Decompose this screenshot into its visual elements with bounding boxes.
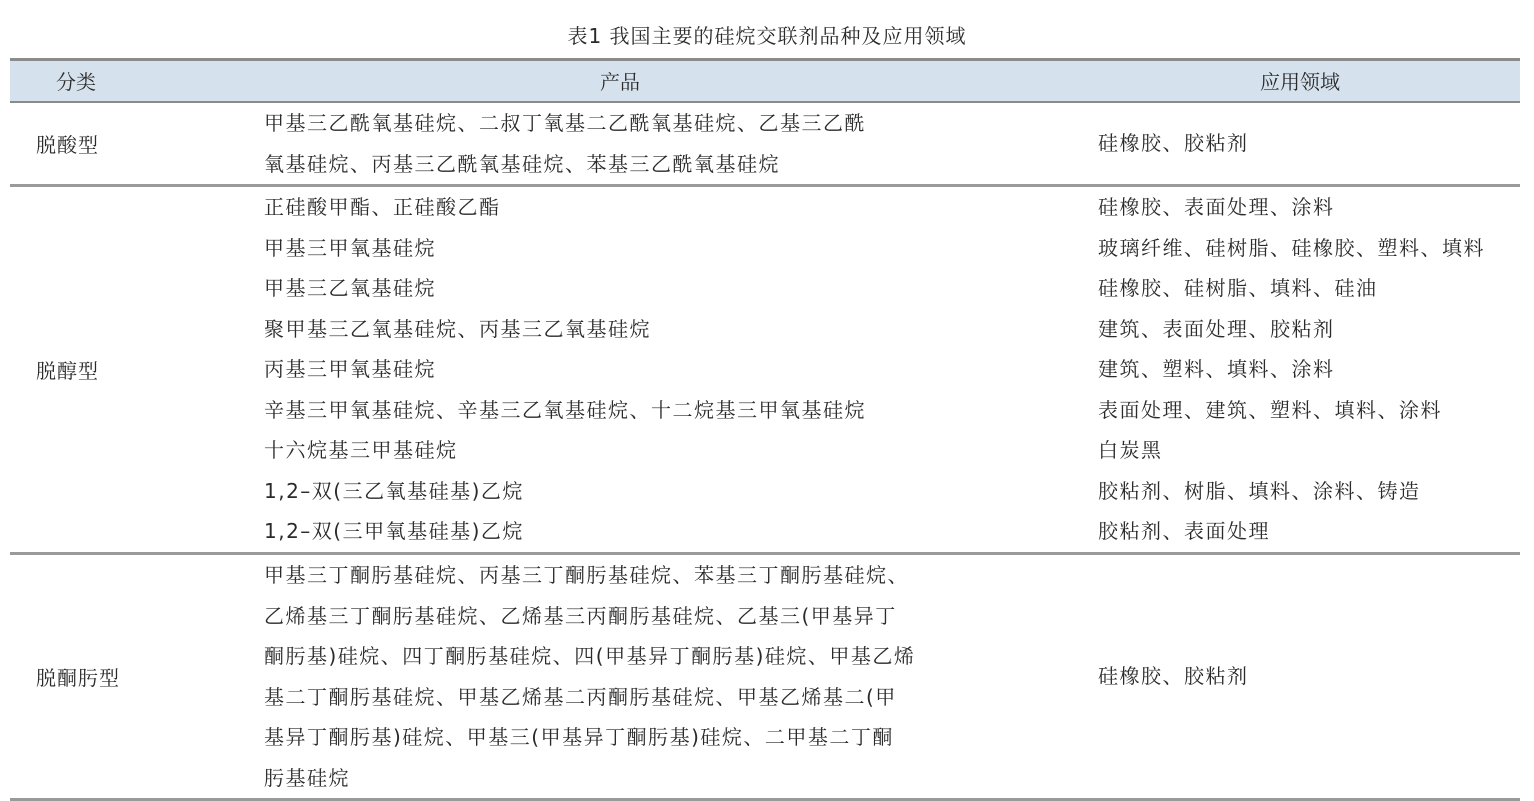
product-line: 基二丁酮肟基硅烷、甲基乙烯基二丙酮肟基硅烷、甲基乙烯基二(甲 — [264, 684, 897, 709]
table-row-application: 建筑、表面处理、胶粘剂 — [1098, 316, 1335, 341]
product-line: 甲基三乙酰氧基硅烷、二叔丁氧基二乙酰氧基硅烷、乙基三乙酰 — [264, 111, 866, 135]
table-caption: 表1 我国主要的硅烷交联剂品种及应用领域 — [567, 24, 967, 48]
product-cell — [264, 187, 984, 552]
application-cell: 硅橡胶、胶粘剂 — [1098, 131, 1249, 156]
category-cell: 脱酸型 — [36, 133, 99, 157]
table-row-application: 胶粘剂、树脂、填料、涂料、铸造 — [1098, 478, 1421, 503]
table-header — [10, 58, 1520, 103]
product-line: 酮肟基)硅烷、四丁酮肟基硅烷、四(甲基异丁酮肟基)硅烷、甲基乙烯 — [264, 644, 916, 668]
table-row-application: 白炭黑 — [1098, 438, 1163, 462]
product-line: 乙烯基三丁酮肟基硅烷、乙烯基三丙酮肟基硅烷、乙基三(甲基异丁 — [264, 603, 897, 628]
table-row-product: 十六烷基三甲基硅烷 — [264, 438, 458, 462]
table-group-dealcohol — [10, 187, 1520, 555]
table-group-deacid — [10, 103, 1520, 187]
table-row-application: 建筑、塑料、填料、涂料 — [1098, 357, 1335, 381]
category-cell: 脱酮肟型 — [36, 666, 120, 690]
table-row-product: 甲基三乙氧基硅烷 — [264, 276, 436, 300]
table-row-application: 玻璃纤维、硅树脂、硅橡胶、塑料、填料 — [1098, 235, 1485, 260]
table-row-application: 表面处理、建筑、塑料、填料、涂料 — [1098, 397, 1442, 422]
product-cell — [264, 555, 984, 798]
category-cell: 脱醇型 — [36, 359, 99, 383]
application-cell — [1098, 187, 1485, 552]
product-line: 甲基三丁酮肟基硅烷、丙基三丁酮肟基硅烷、苯基三丁酮肟基硅烷、 — [264, 563, 909, 587]
crosslinker-table — [10, 58, 1520, 801]
application-cell: 硅橡胶、胶粘剂 — [1098, 664, 1249, 689]
table-row-product: 聚甲基三乙氧基硅烷、丙基三乙氧基硅烷 — [264, 316, 651, 341]
table-group-deketoxime — [10, 555, 1520, 801]
header-product: 产品 — [600, 70, 640, 94]
product-line: 基异丁酮肟基)硅烷、甲基三(甲基异丁酮肟基)硅烷、二甲基二丁酮 — [264, 725, 894, 749]
header-category: 分类 — [56, 70, 96, 94]
table-row-application: 硅橡胶、表面处理、涂料 — [1098, 195, 1335, 219]
table-row-application: 硅橡胶、硅树脂、填料、硅油 — [1098, 276, 1378, 300]
product-line: 肟基硅烷 — [264, 765, 350, 790]
table-row-product: 1,2–双(三甲氧基硅基)乙烷 — [264, 519, 524, 543]
table-row-application: 胶粘剂、表面处理 — [1098, 519, 1270, 543]
table-row-product: 甲基三甲氧基硅烷 — [264, 235, 436, 260]
product-cell — [264, 103, 984, 184]
table-row-product: 丙基三甲氧基硅烷 — [264, 357, 436, 381]
table-row-product: 正硅酸甲酯、正硅酸乙酯 — [264, 195, 501, 219]
table-row-product: 辛基三甲氧基硅烷、辛基三乙氧基硅烷、十二烷基三甲氧基硅烷 — [264, 397, 866, 422]
product-line: 氧基硅烷、丙基三乙酰氧基硅烷、苯基三乙酰氧基硅烷 — [264, 151, 780, 176]
table-row-product: 1,2–双(三乙氧基硅基)乙烷 — [264, 478, 524, 503]
header-application: 应用领域 — [1260, 70, 1340, 94]
